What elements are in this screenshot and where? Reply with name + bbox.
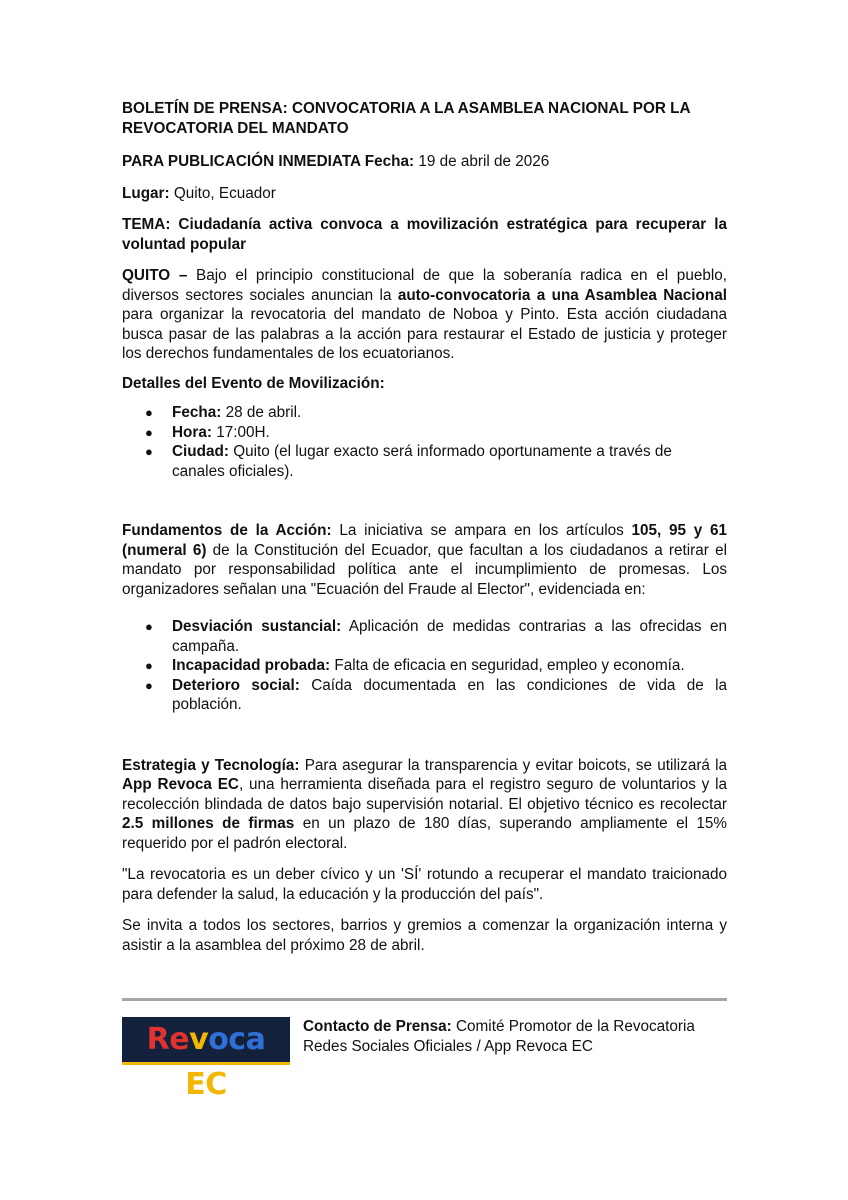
bullet-icon: ●	[145, 444, 153, 459]
logo-text-re: Re	[146, 1022, 190, 1057]
footer-divider	[122, 998, 727, 1001]
lead-dateline: QUITO –	[122, 267, 188, 284]
release-line	[122, 152, 727, 172]
grounds-item-label: Deterioro social:	[172, 676, 300, 694]
document-title: BOLETÍN DE PRENSA: CONVOCATORIA A LA ASAMBLEA NACIONAL POR LA REVOCATORIA DEL MANDATO	[122, 100, 690, 137]
event-item-label: Fecha:	[172, 404, 222, 421]
strategy-text-2: , una herramienta diseñada para el registro seguro de voluntarios y la recolección blindada de datos bajo supervisión notarial. El objetivo técnico es recolectar	[122, 776, 727, 813]
logo-text-oca: oca	[208, 1022, 266, 1057]
event-list	[122, 403, 727, 481]
logo-text-ec: EC	[185, 1067, 227, 1102]
contact-line-2: Redes Sociales Oficiales / App Revoca EC	[303, 1038, 593, 1055]
bullet-icon: ●	[145, 405, 153, 420]
lead-text-2: para organizar la revocatoria del mandato de Noboa y Pinto. Esta acción ciudadana busca pasar de las palabras a la acción para restaurar el Estado de justicia y proteger los derechos fundamentales de los ecuatorianos.	[122, 306, 727, 362]
grounds-list	[122, 617, 727, 715]
event-item-time	[122, 423, 727, 443]
contact-line-1	[303, 1017, 727, 1037]
event-item-label: Hora:	[172, 423, 212, 441]
grounds-item-value: Aplicación de medidas contrarias a las ofrecidas en campaña.	[172, 618, 728, 655]
grounds-item-value: Falta de eficacia en seguridad, empleo y economía.	[334, 657, 685, 674]
lead-text-1: Bajo el principio constitucional de que la soberanía radica en el pueblo, diversos sectores sociales anuncian la	[122, 267, 727, 304]
strategy-app: App Revoca EC	[122, 776, 239, 793]
grounds-articles: 105, 95 y 61 (numeral 6)	[122, 522, 728, 559]
event-item-date	[122, 403, 727, 423]
strategy-text-1: Para asegurar la transparencia y evitar boicots, se utilizará la	[304, 756, 727, 774]
bullet-icon: ●	[145, 619, 153, 634]
grounds-text-1: La iniciativa se ampara en los artículos	[339, 522, 624, 539]
lead-bold: auto-convocatoria a una Asamblea Nacional	[397, 286, 727, 304]
event-heading	[122, 374, 727, 394]
strategy-paragraph	[122, 756, 727, 854]
grounds-item-value: Caída documentada en las condiciones de vida de la población.	[172, 676, 728, 713]
event-item-value: 28 de abril.	[225, 404, 302, 421]
release-date: 19 de abril de 2026	[418, 153, 550, 170]
grounds-heading: Fundamentos de la Acción:	[122, 522, 332, 539]
place-line	[122, 184, 727, 204]
grounds-item	[122, 676, 727, 715]
grounds-item	[122, 656, 727, 676]
document-body	[122, 99, 727, 955]
lead-paragraph	[122, 266, 727, 364]
grounds-item	[122, 617, 727, 656]
contact-value: Comité Promotor de la Revocatoria	[456, 1018, 695, 1035]
strategy-text-3: en un plazo de 180 días, superando ampliamente el 15% requerido por el padrón electoral.	[122, 815, 727, 852]
event-heading-text: Detalles del Evento de Movilización:	[122, 374, 385, 392]
place-label: Lugar:	[122, 184, 170, 202]
place-value: Quito, Ecuador	[173, 184, 276, 202]
event-item-city	[122, 442, 727, 481]
press-contact	[303, 1017, 727, 1057]
revoca-ec-logo	[122, 1017, 290, 1102]
bullet-icon: ●	[145, 658, 153, 673]
invite-paragraph: Se invita a todos los sectores, barrios y gremios a comenzar la organización interna y asistir a la asamblea del próximo 28 de abril.	[122, 917, 727, 954]
quote-paragraph: "La revocatoria es un deber cívico y un 'SÍ' rotundo a recuperar el mandato traicionado para defender la salud, la educación y la producción del país".	[122, 866, 727, 903]
strategy-heading: Estrategia y Tecnología:	[122, 756, 300, 774]
grounds-item-label: Desviación sustancial:	[172, 618, 342, 635]
contact-label: Contacto de Prensa:	[303, 1018, 452, 1035]
grounds-paragraph	[122, 521, 727, 599]
grounds-text-2: de la Constitución del Ecuador, que facultan a los ciudadanos a retirar el mandato por responsabilidad política ante el incumplimiento de promesas. Los organizadores señalan una "Ecuación del Fraude al Elector", evidenciada en:	[122, 541, 728, 598]
release-label: PARA PUBLICACIÓN INMEDIATA Fecha:	[122, 153, 415, 170]
event-item-label: Ciudad:	[172, 443, 229, 460]
event-item-value: 17:00H.	[216, 423, 270, 441]
grounds-item-label: Incapacidad probada:	[172, 657, 331, 674]
bullet-icon: ●	[145, 424, 153, 440]
topic-line	[122, 215, 727, 254]
event-item-value: Quito (el lugar exacto será informado oportunamente a través de canales oficiales).	[172, 443, 672, 480]
topic-text: TEMA: Ciudadanía activa convoca a movilización estratégica para recuperar la voluntad popular	[122, 216, 727, 253]
logo-text-v: v	[189, 1022, 209, 1057]
strategy-signatures: 2.5 millones de firmas	[122, 815, 295, 832]
bullet-icon: ●	[145, 677, 153, 693]
